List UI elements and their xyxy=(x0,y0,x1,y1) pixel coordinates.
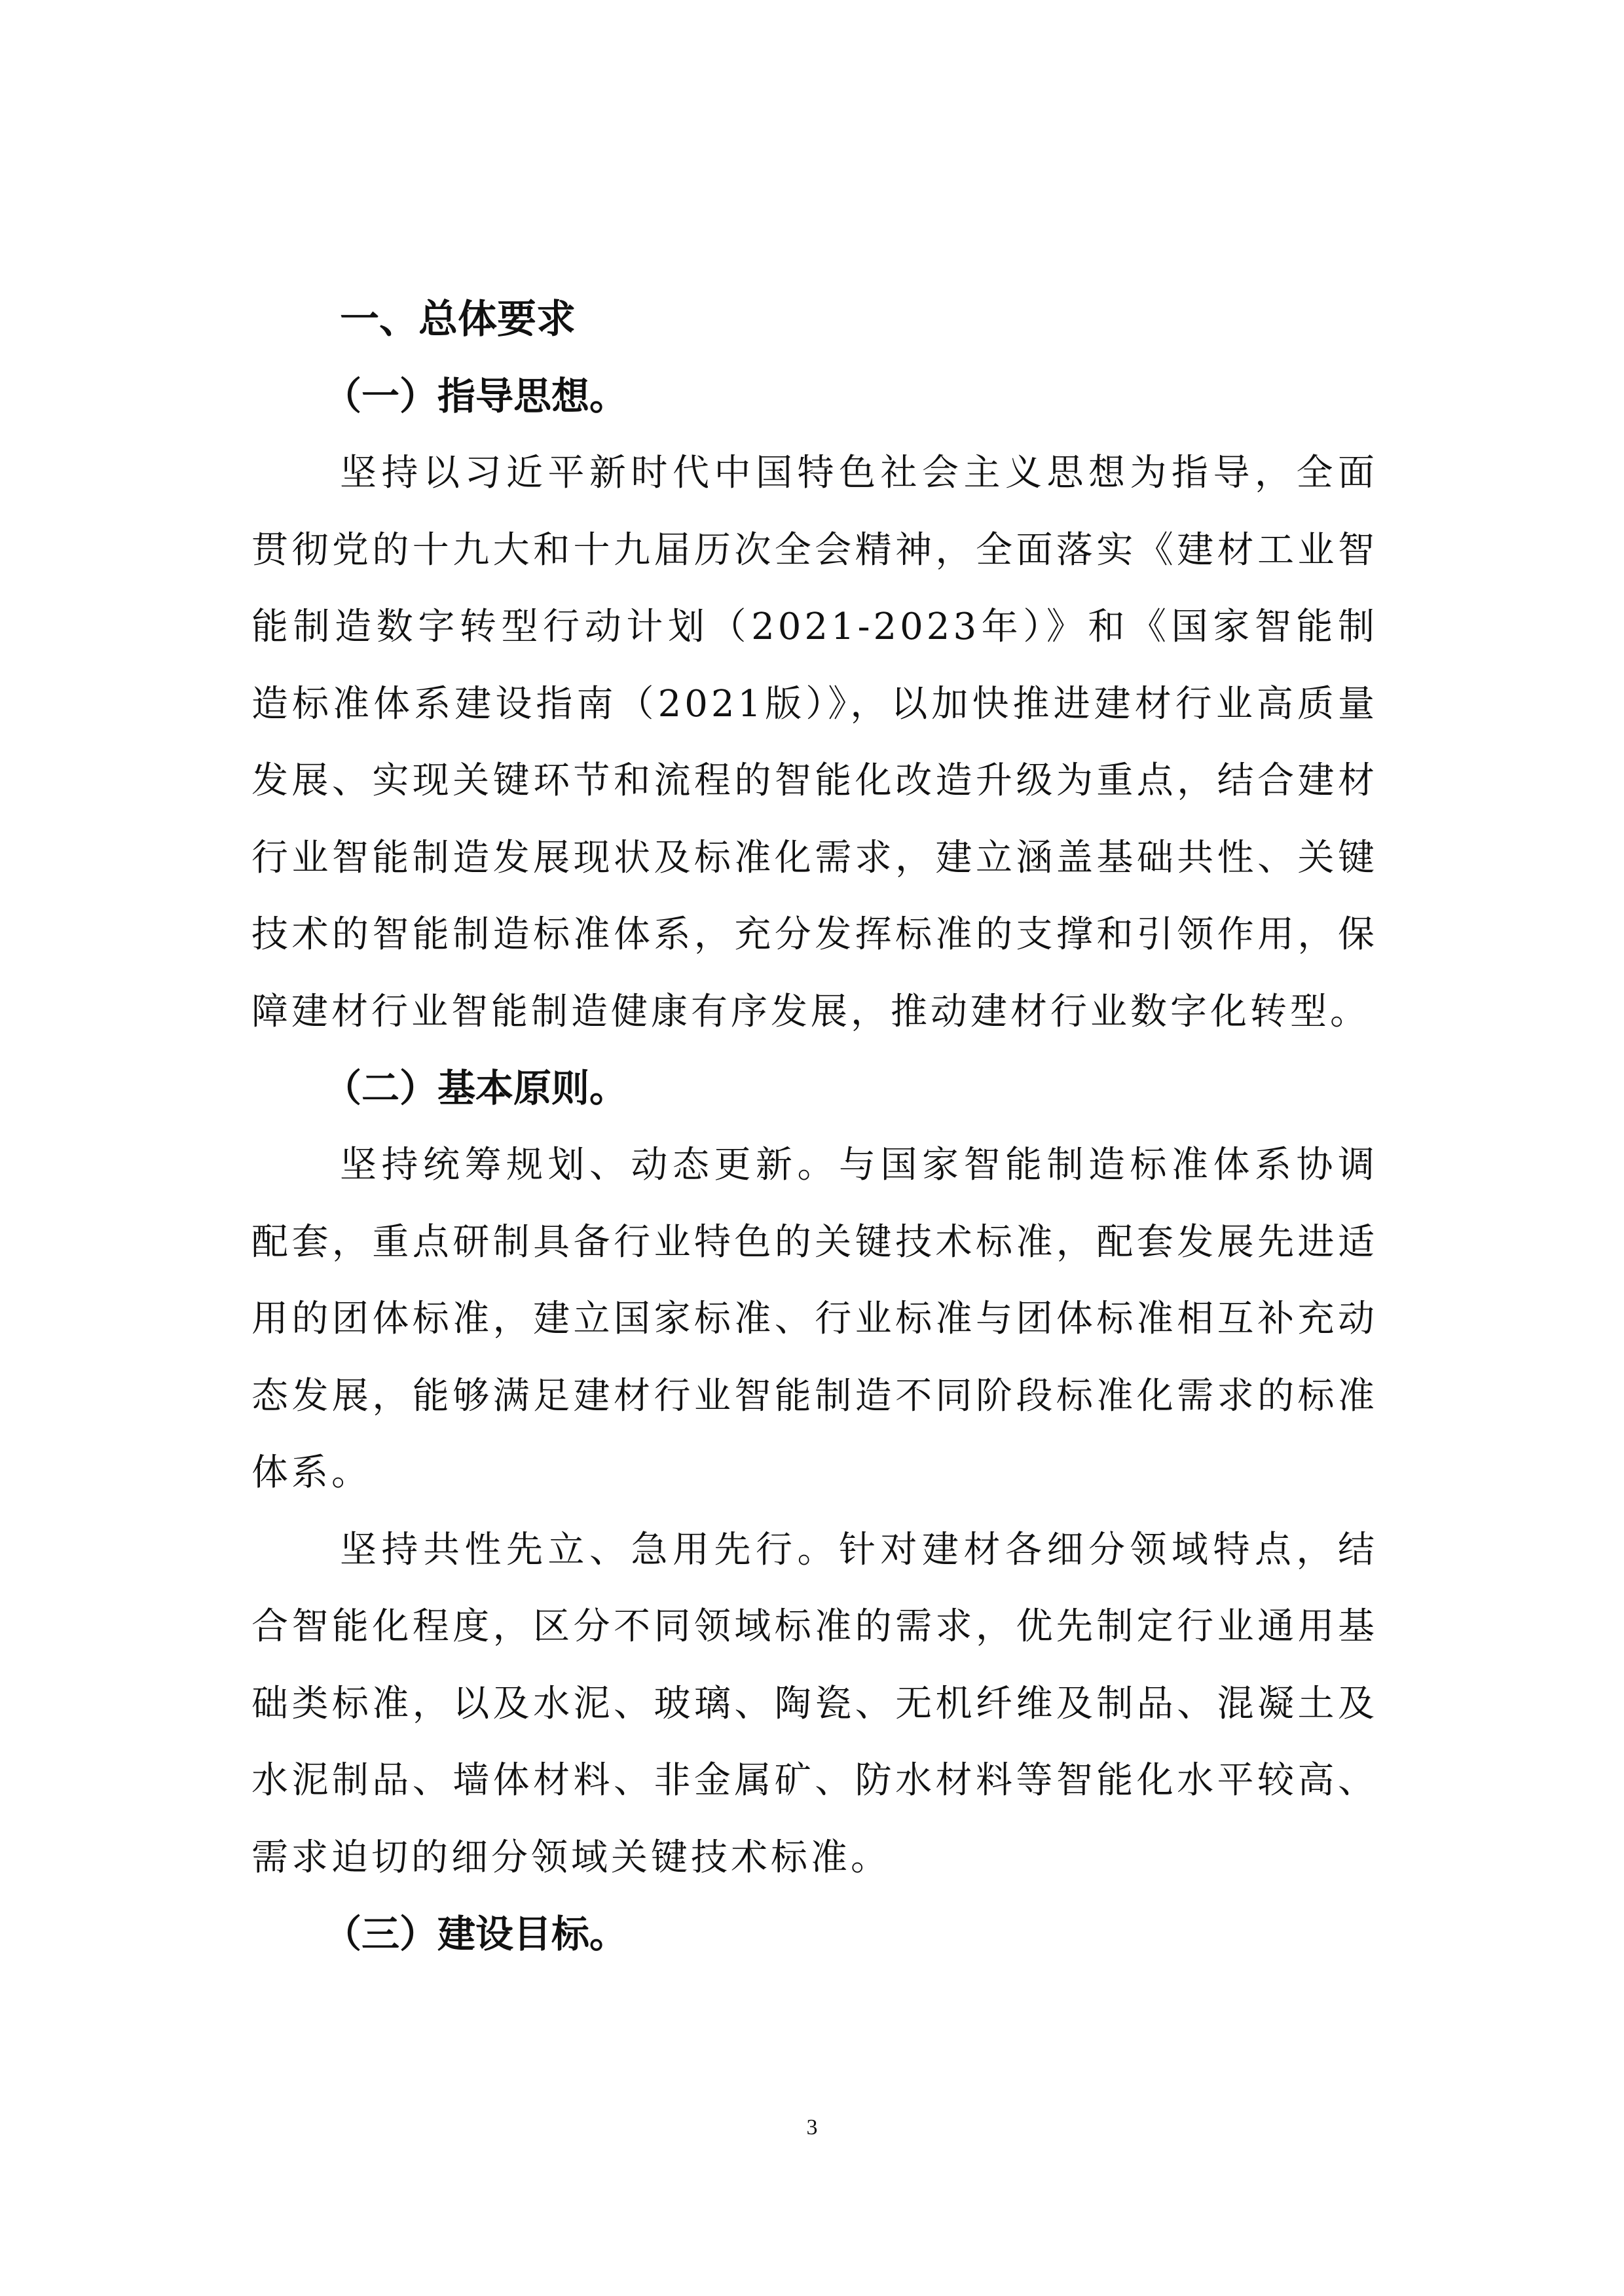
paragraph-guiding-ideology: 坚持以习近平新时代中国特色社会主义思想为指导，全面贯彻党的十九大和十九届历次全会精神，全面落实《建材工业智能制造数字转型行动计划（2021-2023年）》和《国家智能制造标准体系建设指南（2021版）》，以加快推进建材行业高质量发展、实现关键环节和流程的智能化改造升级为重点，结合建材行业智能制造发展现状及标准化需求，建立涵盖基础共性、关键技术的智能制造标准体系，充分发挥标准的支撑和引领作用，保障建材行业智能制造健康有序发展，推动建材行业数字化转型。 xyxy=(251,452,1378,1033)
paragraph-principle-priority: 坚持共性先立、急用先行。针对建材各细分领域特点，结合智能化程度，区分不同领域标准的需求，优先制定行业通用基础类标准，以及水泥、玻璃、陶瓷、无机纤维及制品、混凝土及水泥制品、墙体材料、非金属矿、防水材料等智能化水平较高、需求迫切的细分领域关键技术标准。 xyxy=(251,1528,1378,1879)
chapter-heading: 一、总体要求 xyxy=(340,297,576,342)
section-title-guiding-ideology: （一）指导思想。 xyxy=(323,374,628,418)
page-number: 3 xyxy=(806,2115,818,2140)
document-body xyxy=(251,282,1378,1973)
section-title-construction-goals: （三）建设目标。 xyxy=(323,1912,628,1956)
paragraph-principle-planning: 坚持统筹规划、动态更新。与国家智能制造标准体系协调配套，重点研制具备行业特色的关键技术标准，配套发展先进适用的团体标准，建立国家标准、行业标准与团体标准相互补充动态发展，能够满足建材行业智能制造不同阶段标准化需求的标准体系。 xyxy=(251,1144,1378,1494)
section-title-basic-principles: （二）基本原则。 xyxy=(323,1066,628,1110)
